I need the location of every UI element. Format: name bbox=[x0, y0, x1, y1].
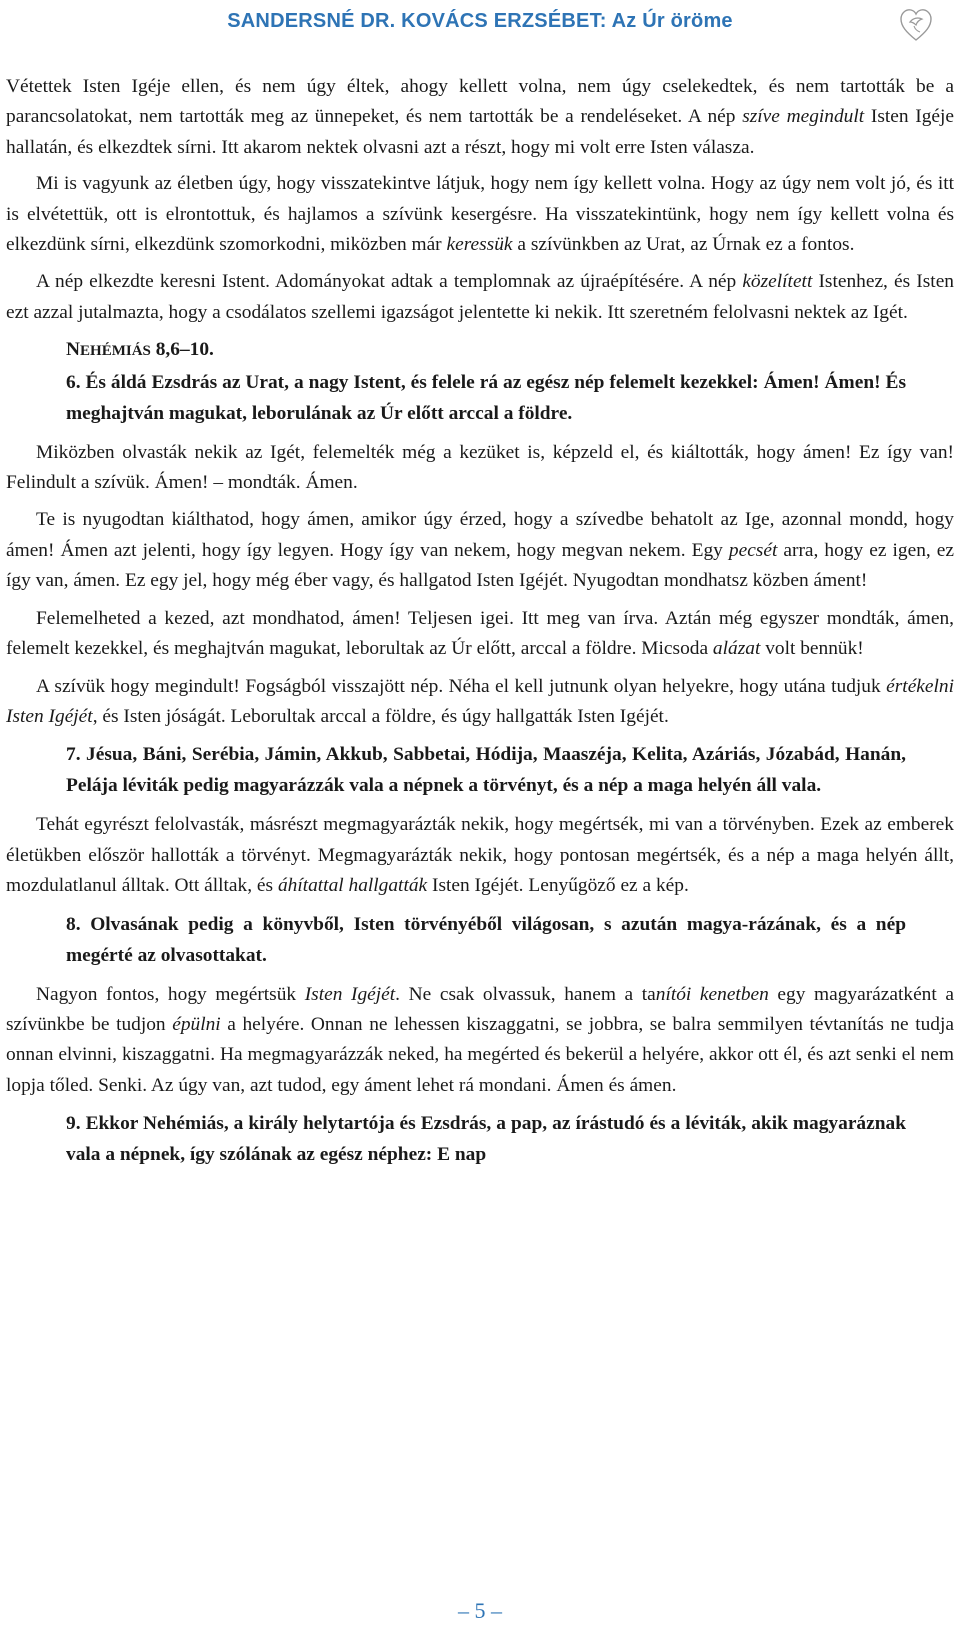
document-body bbox=[6, 72, 954, 1179]
paragraph: Nagyon fontos, hogy megértsük Isten Igéjét. Ne csak olvassuk, hanem a tanítói kenetben egy magyarázatként a szívünkbe be tudjon épülni a helyére. Onnan ne lehessen kiszaggatni, se jobbra, se balra semmilyen tévtanítás ne tudja onnan elvinni, kiszaggatni. Ha megmagyarázzák neked, ha megérted és bekerül a helyére, akkor ott él, és azt senki el nem lopja tőled. Senki. Az úgy van, azt tudod, egy áment lehet rá mondani. Ámen és ámen. bbox=[6, 983, 954, 1096]
paragraph: A szívük hogy megindult! Fogságból visszajött nép. Néha el kell jutnunk olyan helyekre, hogy utána tudjuk értékelni Isten Igéjét, és Isten jóságát. Leborultak arccal a földre, és úgy hallgatták Isten Igéjét. bbox=[6, 675, 954, 727]
paragraph: Tehát egyrészt felolvasták, másrészt megmagyarázták nekik, hogy megértsék, mi van a törvényben. Ezek az emberek életükben először hallották a törvényt. Megmagyarázták nekik, hogy pontosan megértsék, és a nép a maga helyén állt, mozdulatlanul álltak. Ott álltak, és áhítattal hallgatták Isten Igéjét. Lenyűgöző ez a kép. bbox=[6, 814, 954, 897]
paragraph: A nép elkezdte keresni Istent. Adományokat adtak a templomnak az újraépítésére. A nép közelített Istenhez, és Isten ezt azzal jutalmazta, hogy a csodálatos szellemi igazságot jelentette ki nekik. Itt szeretném felolvasni nektek az Igét. bbox=[6, 271, 954, 323]
page-number: – 5 – bbox=[458, 1598, 502, 1623]
paragraph: Felemelheted a kezed, azt mondhatod, ámen! Teljesen igei. Itt meg van írva. Aztán még egyszer mondták, ámen, felemelt kezekkel, és meghajtván magukat, leborultak az Úr előtt, arccal a földre. Micsoda alázat volt bennük! bbox=[6, 607, 954, 660]
paragraph: Te is nyugodtan kiálthatod, hogy ámen, amikor úgy érzed, hogy a szívedbe behatolt az Ige, azonnal mondd, hogy ámen! Ámen azt jelenti, hogy így legyen. Hogy így van nekem, hogy megvan nekem. Egy pecsét arra, hogy ez igen, ez így van, ámen. Ez egy jel, hogy még éber vagy, és hallgatod Isten Igéjét. Nyugodtan mondhatsz közben áment! bbox=[6, 509, 954, 592]
dove-heart-icon bbox=[898, 4, 934, 44]
paragraph: Vétettek Isten Igéje ellen, és nem úgy éltek, ahogy kellett volna, nem úgy cselekedtek, és nem tartották be a parancsolatokat, nem tartották meg az ünnepeket, és nem tartották be a rendeléseket. A nép szíve megindult Isten Igéje hallatán, és elkezdtek sírni. Itt akarom nektek olvasni azt a részt, hogy mi volt erre Isten válasza. bbox=[6, 76, 955, 158]
scripture-reference: NEHÉMIÁS 8,6–10. bbox=[66, 339, 214, 361]
scripture-verse: 6. És áldá Ezsdrás az Urat, a nagy Istent, és felele rá az egész nép felemelt kezekkel: Ámen! Ámen! És meghajtván magukat, leborulának az Úr előtt arccal a földre. bbox=[66, 371, 906, 424]
paragraph: Mi is vagyunk az életben úgy, hogy visszatekintve látjuk, hogy nem így kellett volna. Hogy az úgy nem volt jó, és itt is elvétettük, ott is elrontottuk, és hajlamos a szívünk kesergésre. Ha visszatekintünk, hogy nem így kellett volna és elkezdünk sírni, elkezdünk szomorkodni, miközben már keressük a szívünkben az Urat, az Úrnak ez a fontos. bbox=[6, 173, 954, 256]
scripture-verse: 7. Jésua, Báni, Serébia, Jámin, Akkub, Sabbetai, Hódija, Maaszéja, Kelita, Azáriás, Józabád, Hanán, Pelája léviták pedig magyarázzák vala a népnek a törvényt, és a nép a maga helyén áll vala. bbox=[66, 744, 906, 797]
paragraph: Miközben olvasták nekik az Igét, felemelték még a kezüket is, képzeld el, és kiáltották, hogy ámen! Ez így van! Felindult a szívük. Ámen! – mondták. Ámen. bbox=[6, 441, 954, 494]
running-title: SANDERSNÉ DR. KOVÁCS ERZSÉBET: Az Úr öröme bbox=[227, 10, 733, 32]
scripture-verse: 9. Ekkor Nehémiás, a király helytartója és Ezsdrás, a pap, az írástudó és a léviták, akik magyaráznak vala a népnek, így szólának az egész néphez: E nap bbox=[66, 1113, 906, 1166]
scripture-verse: 8. Olvasának pedig a könyvből, Isten törvényéből világosan, s azután magya-rázának, és a nép megérté az olvasottakat. bbox=[66, 913, 906, 966]
page-header bbox=[0, 4, 960, 44]
